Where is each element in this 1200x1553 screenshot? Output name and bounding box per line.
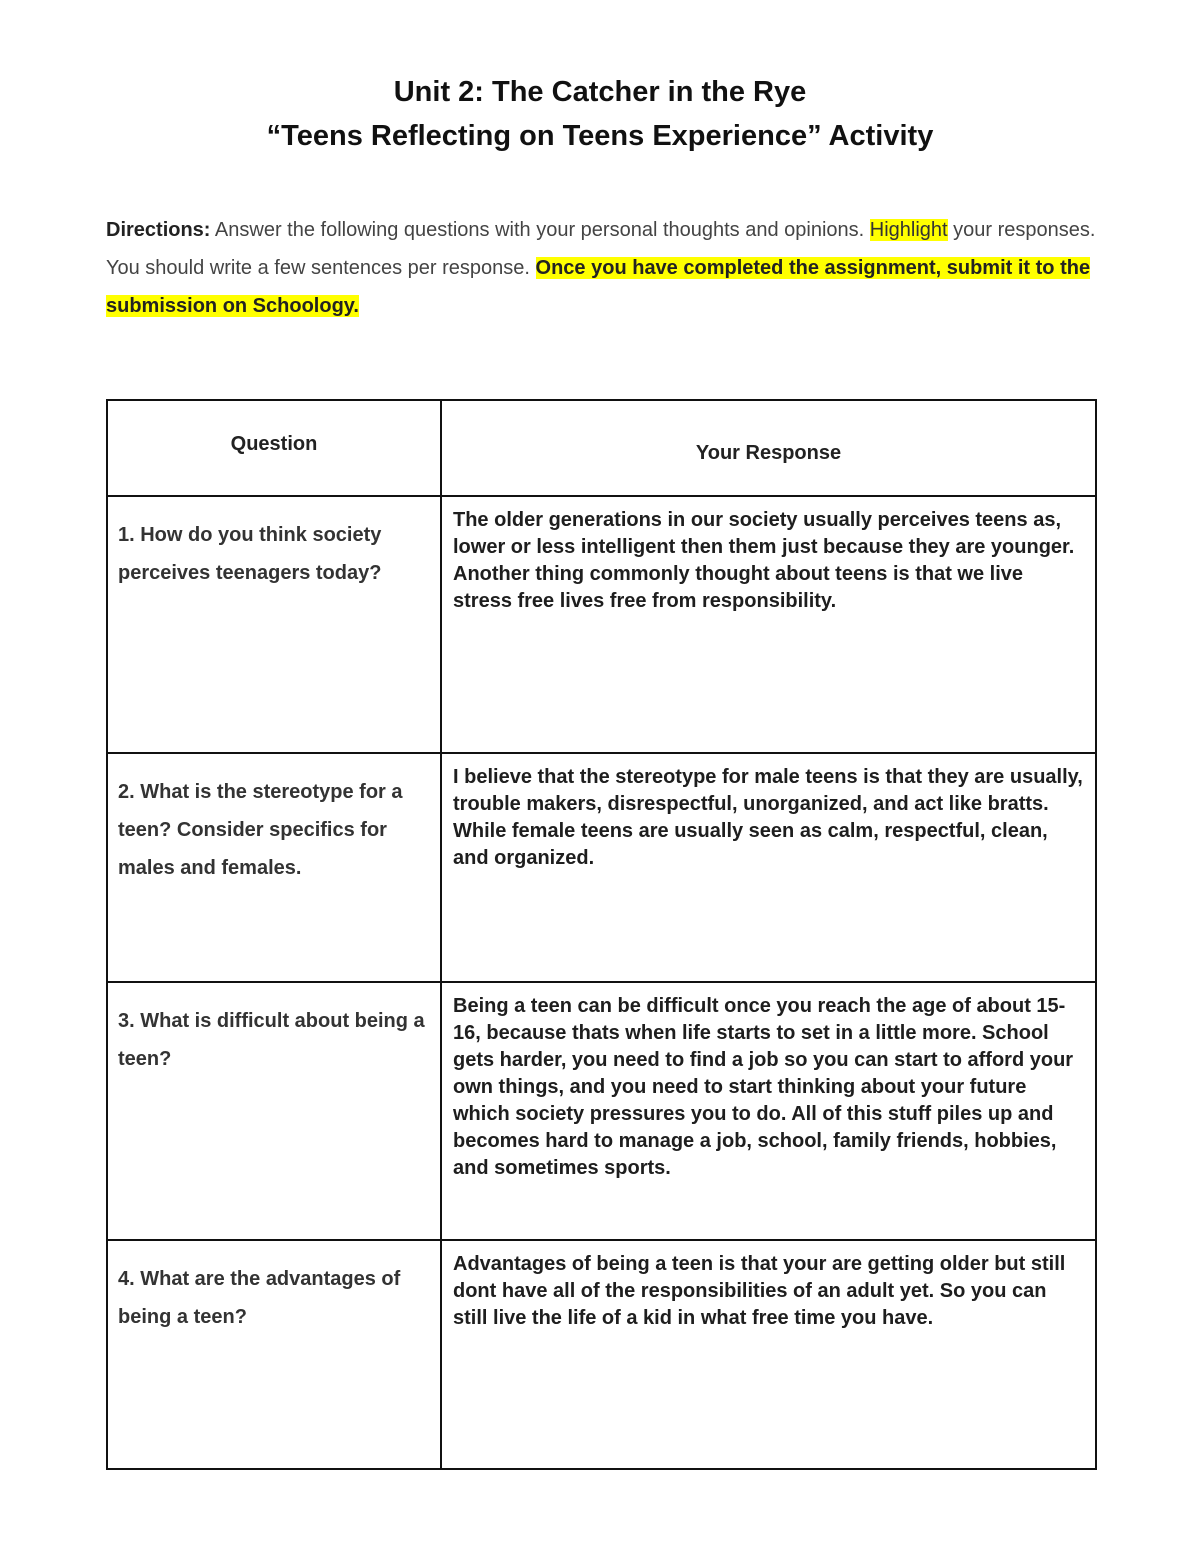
table-header-row xyxy=(107,400,1096,496)
table-row xyxy=(107,753,1096,982)
response-cell[interactable]: The older generations in our society usually perceives teens as, lower or less intelligent then them just because they are younger. Another thing commonly thought about teens is that we live stress free lives free from responsibility. xyxy=(441,496,1096,753)
table-row xyxy=(107,496,1096,753)
response-cell[interactable]: Advantages of being a teen is that your are getting older but still dont have all of the responsibilities of an adult yet. So you can still live the life of a kid in what free time you have. xyxy=(441,1240,1096,1469)
document-title xyxy=(0,70,1200,158)
header-response: Your Response xyxy=(695,442,842,464)
directions-label: Directions: xyxy=(106,219,211,241)
response-cell[interactable]: I believe that the stereotype for male teens is that they are usually, trouble makers, disrespectful, unorganized, and act like bratts. While female teens are usually seen as calm, respectful, clean, and organized. xyxy=(441,753,1096,982)
question-response-table xyxy=(106,399,1097,1470)
directions-paragraph xyxy=(106,211,1096,325)
highlight-word: Highlight xyxy=(869,219,948,241)
submission-instruction: Once you have completed the assignment, submit it to the submission on Schoology. xyxy=(106,257,1091,317)
table-row xyxy=(107,982,1096,1240)
title-line-2: “Teens Reflecting on Teens Experience” Activity xyxy=(266,120,934,152)
table-row xyxy=(107,1240,1096,1469)
header-response-cell xyxy=(441,400,1096,496)
question-cell: 3. What is difficult about being a teen? xyxy=(107,982,441,1240)
question-cell: 1. How do you think society perceives teenagers today? xyxy=(107,496,441,753)
directions-text-1: Answer the following questions with your personal thoughts and opinions. xyxy=(210,219,870,241)
title-line-1: Unit 2: The Catcher in the Rye xyxy=(393,76,807,108)
question-cell: 2. What is the stereotype for a teen? Consider specifics for males and females. xyxy=(107,753,441,982)
directions-text-2: your responses. You should write a few sentences per response. xyxy=(106,219,1096,279)
header-question-cell xyxy=(107,400,441,496)
header-question: Question xyxy=(230,433,318,455)
response-cell[interactable]: Being a teen can be difficult once you reach the age of about 15-16, because thats when life starts to set in a little more. School gets harder, you need to find a job so you can start to afford your own things, and you need to start thinking about your future which society pressures you to do. All of this stuff piles up and becomes hard to manage a job, school, family friends, hobbies, and sometimes sports. xyxy=(441,982,1096,1240)
question-cell: 4. What are the advantages of being a teen? xyxy=(107,1240,441,1469)
